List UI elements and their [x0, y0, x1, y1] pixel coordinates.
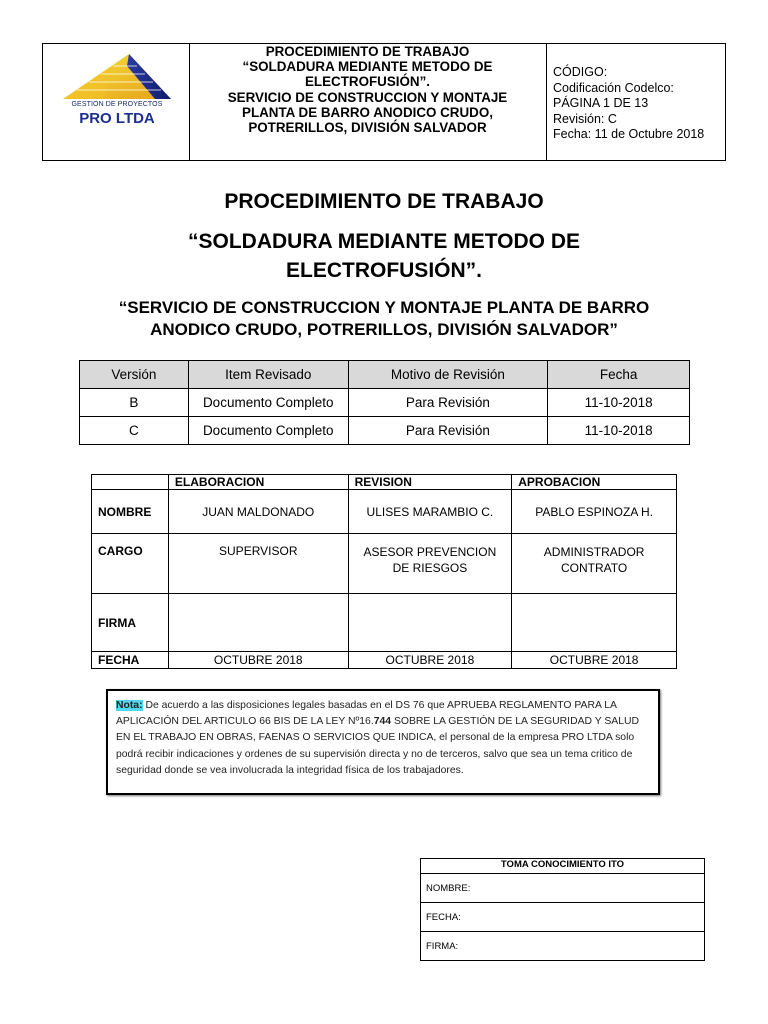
service-title-line1: “SERVICIO DE CONSTRUCCION Y MONTAJE PLANTA DE BARRO — [118, 298, 650, 317]
table-row — [92, 652, 677, 669]
table-cell: OCTUBRE 2018 — [512, 652, 677, 669]
note-label: Nota: — [116, 700, 143, 711]
column-header: Item Revisado — [188, 361, 348, 389]
table-cell: OCTUBRE 2018 — [168, 652, 348, 669]
ito-firma-field: FIRMA: — [421, 932, 705, 961]
table-cell: PABLO ESPINOZA H. — [512, 490, 677, 534]
row-label: FIRMA — [92, 594, 169, 652]
legal-note — [106, 689, 660, 795]
table-cell: ULISES MARAMBIO C. — [348, 490, 512, 534]
table-cell: 11-10-2018 — [548, 389, 690, 417]
revision-label: Revisión: C — [553, 111, 617, 126]
header-title-line: SERVICIO DE CONSTRUCCION Y MONTAJE — [227, 89, 508, 105]
header-meta — [547, 44, 725, 160]
table-cell: JUAN MALDONADO — [168, 490, 348, 534]
revision-table — [79, 360, 690, 445]
signature-cell — [348, 594, 512, 652]
row-label: CARGO — [92, 534, 169, 594]
date-label: Fecha: 11 de Octubre 2018 — [553, 127, 705, 141]
table-row — [92, 594, 677, 652]
table-cell: ADMINISTRADOR CONTRATO — [512, 534, 677, 594]
page-subtitle-line1: “SOLDADURA MEDIANTE METODO DE — [187, 230, 580, 253]
table-cell: ASESOR PREVENCION DE RIESGOS — [348, 534, 512, 594]
note-law-number: 744 — [373, 716, 392, 728]
page-subtitle-line2: ELECTROFUSIÓN”. — [285, 259, 482, 282]
logo-name: PRO LTDA — [79, 110, 155, 127]
table-row — [92, 534, 677, 594]
header-title-line: POTRERILLOS, DIVISIÓN SALVADOR — [248, 120, 487, 136]
approval-table — [91, 474, 677, 669]
column-header: Motivo de Revisión — [348, 361, 548, 389]
service-title-line2 — [0, 320, 768, 340]
service-title-division: SALVADOR” — [516, 320, 618, 339]
column-header: ELABORACION — [168, 475, 348, 490]
document-header — [42, 43, 726, 161]
column-header: Fecha — [548, 361, 690, 389]
table-cell: OCTUBRE 2018 — [348, 652, 512, 669]
row-label: FECHA — [92, 652, 169, 669]
header-title-line: PLANTA DE BARRO ANODICO CRUDO, — [242, 104, 493, 120]
column-header: REVISION — [348, 475, 512, 490]
header-title-line: “SOLDADURA MEDIANTE METODO DE — [242, 59, 493, 75]
note-text: De acuerdo a las disposiciones legales basadas en el DS 76 que APRUEBA REGLAMENTO PARA LA APLICACIÓN DEL ARTICULO 66 BIS DE LA LEY Nº16. — [116, 700, 617, 728]
page-number: PÁGINA 1 DE 13 — [553, 96, 649, 110]
codigo-label: CÓDIGO: — [553, 65, 608, 79]
table-cell: Para Revisión — [348, 417, 548, 445]
column-header: APROBACION — [512, 475, 677, 490]
table-header-row — [80, 361, 690, 389]
table-cell: 11-10-2018 — [548, 417, 690, 445]
codificacion-label: Codificación Codelco: — [553, 80, 674, 95]
page-title: PROCEDIMIENTO DE TRABAJO — [224, 190, 544, 213]
header-title-line: ELECTROFUSIÓN”. — [305, 74, 430, 90]
header-title — [189, 44, 547, 160]
column-header: Versión — [80, 361, 189, 389]
header-title-line: PROCEDIMIENTO DE TRABAJO — [265, 44, 470, 59]
table-row — [80, 389, 690, 417]
table-cell: Documento Completo — [188, 389, 348, 417]
table-row — [92, 490, 677, 534]
ito-title: TOMA CONOCIMIENTO ITO — [421, 859, 705, 874]
table-header-row — [92, 475, 677, 490]
column-header — [92, 475, 169, 490]
ito-nombre-field: NOMBRE: — [421, 874, 705, 903]
table-cell: Documento Completo — [188, 417, 348, 445]
logo-tagline: GESTION DE PROYECTOS — [71, 101, 163, 108]
table-cell: B — [80, 389, 189, 417]
service-title-text: ANODICO CRUDO, POTRERILLOS, DIVISIÓN — [150, 320, 517, 339]
signature-cell — [168, 594, 348, 652]
table-cell: SUPERVISOR — [168, 534, 348, 594]
ito-fecha-field: FECHA: — [421, 903, 705, 932]
table-row — [80, 417, 690, 445]
note-text: SOBRE LA GESTIÓN DE LA SEGURIDAD Y SALUD EN EL TRABAJO EN OBRAS, FAENAS O SERVICIOS QUE INDICA, el personal de la empresa PRO LTDA solo podrá recibir indicaciones y ordenes de su supervisión directa y no de terceros, salvo que sea un tema critico de seguridad donde se vea involucrada la integridad física de los trabajadores. — [116, 716, 639, 776]
table-cell: Para Revisión — [348, 389, 548, 417]
ito-acknowledgement-box — [420, 858, 705, 961]
company-logo — [43, 44, 190, 160]
signature-cell — [512, 594, 677, 652]
row-label: NOMBRE — [92, 490, 169, 534]
table-cell: C — [80, 417, 189, 445]
